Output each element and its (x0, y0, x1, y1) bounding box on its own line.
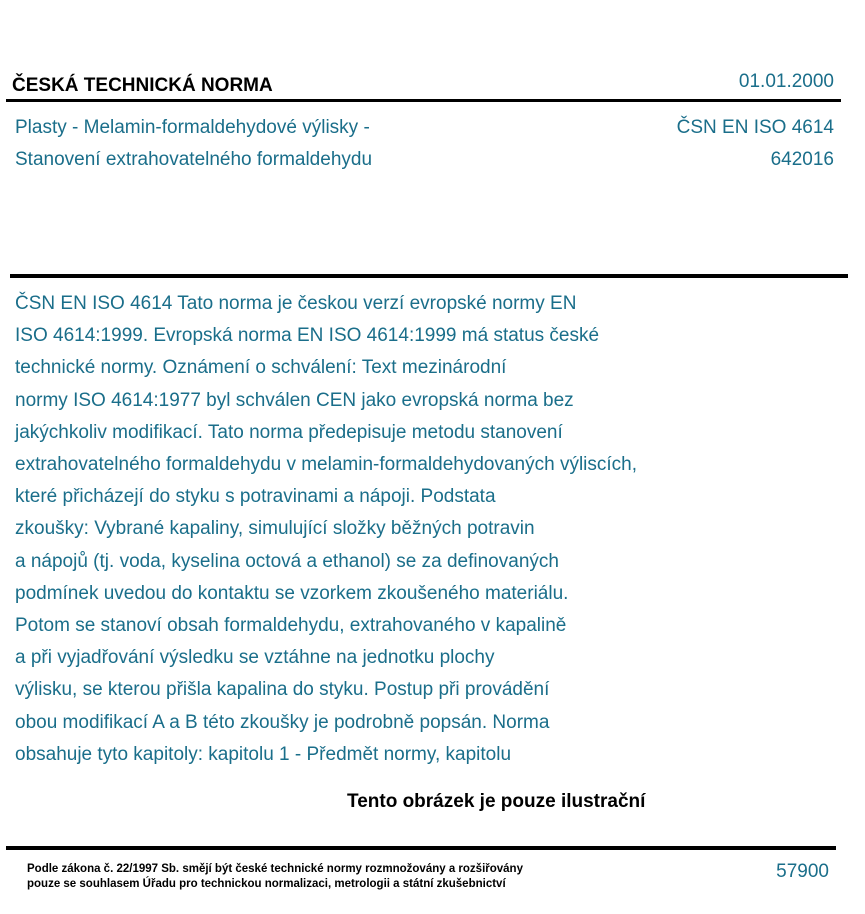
title-divider (10, 274, 848, 278)
copyright-line-2: pouze se souhlasem Úřadu pro technickou normalizaci, metrologii a státní zkušebnictví (27, 878, 506, 890)
copyright-line-1: Podle zákona č. 22/1997 Sb. smějí být české technické normy rozmnožovány a rozšiřovány (27, 863, 523, 875)
abstract-line: obou modifikací A a B této zkoušky je podrobně popsán. Norma (15, 711, 550, 733)
copyright-notice (27, 862, 523, 892)
header-divider (6, 99, 841, 102)
abstract-line: výlisku, se kterou přišla kapalina do styku. Postup při provádění (15, 679, 550, 701)
abstract-line: a nápojů (tj. voda, kyselina octová a ethanol) se za definovaných (15, 550, 559, 572)
abstract-line: a při vyjadřování výsledku se vztáhne na jednotku plochy (15, 647, 495, 669)
abstract-line: technické normy. Oznámení o schválení: Text mezinárodní (15, 357, 507, 379)
footer-divider (6, 846, 836, 850)
abstract-line: ČSN EN ISO 4614 Tato norma je českou verzí evropské normy EN (15, 293, 577, 314)
effective-date: 01.01.2000 (738, 71, 834, 92)
abstract-line: extrahovatelného formaldehydu v melamin-formaldehydovaných výliscích, (15, 454, 638, 476)
abstract-line: jakýchkoliv modifikací. Tato norma předepisuje metodu stanovení (15, 421, 563, 443)
standard-designation: ČSN EN ISO 4614 (676, 117, 834, 138)
abstract-line: zkoušky: Vybrané kapaliny, simulující složky běžných potravin (15, 518, 535, 540)
abstract-paragraph (15, 288, 735, 771)
abstract-line: normy ISO 4614:1977 byl schválen CEN jako evropská norma bez (15, 389, 574, 411)
abstract-line: obsahuje tyto kapitoly: kapitolu 1 - Předmět normy, kapitolu (15, 743, 512, 765)
illustration-note: Tento obrázek je pouze ilustrační (347, 791, 646, 812)
standard-type-title: ČESKÁ TECHNICKÁ NORMA (12, 75, 273, 96)
abstract-line: Potom se stanoví obsah formaldehydu, extrahovaného v kapalině (15, 615, 567, 637)
document-title-line-1: Plasty - Melamin-formaldehydové výlisky - (15, 117, 370, 138)
abstract-line: podmínek uvedou do kontaktu se vzorkem zkoušeného materiálu. (15, 582, 569, 604)
document-title-line-2: Stanovení extrahovatelného formaldehydu (15, 149, 373, 170)
abstract-line: ISO 4614:1999. Evropská norma EN ISO 4614:1999 má status české (15, 325, 600, 347)
class-number: 642016 (770, 149, 834, 170)
abstract-line: které přicházejí do styku s potravinami a nápoji. Podstata (15, 486, 496, 508)
catalog-number: 57900 (776, 861, 829, 882)
